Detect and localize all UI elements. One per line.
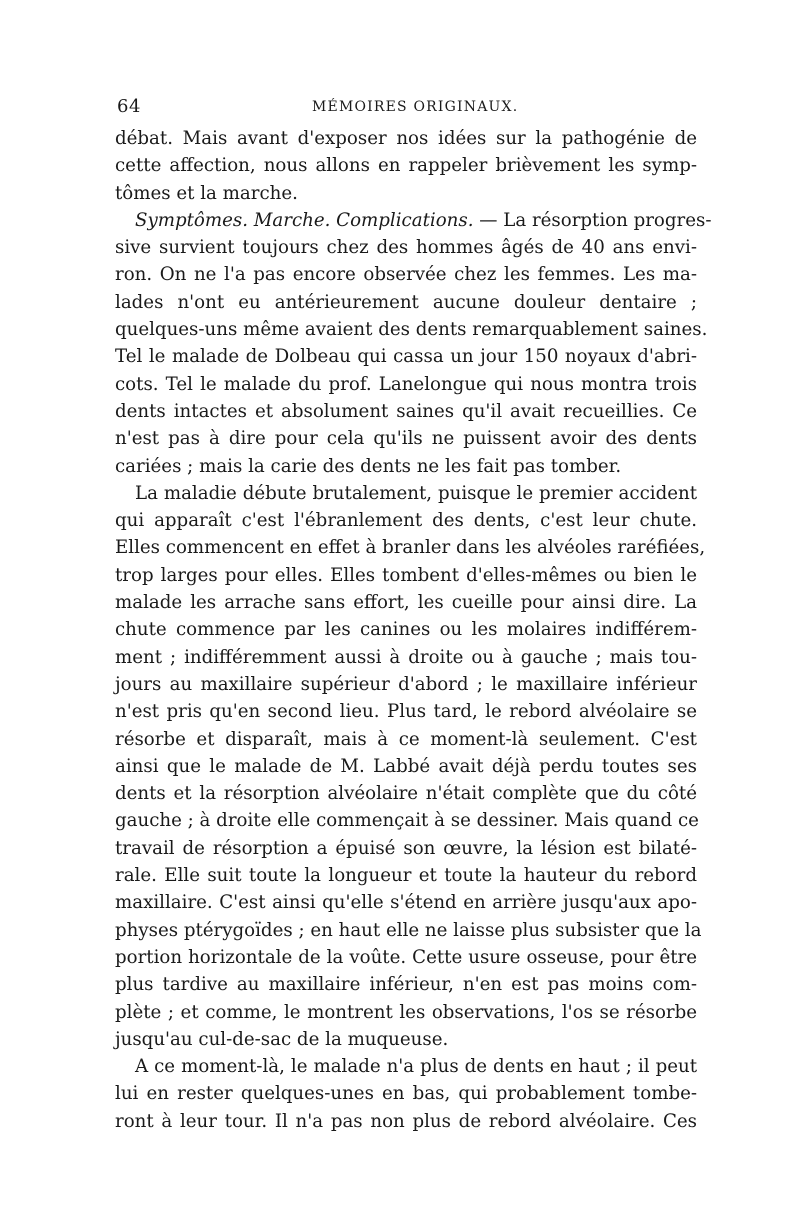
text-line: dents et la résorption alvéolaire n'était complète que du côté (115, 783, 697, 805)
text-line: physes ptérygoïdes ; en haut elle ne laisse plus subsister que la (115, 919, 702, 941)
body-text (115, 125, 712, 1135)
text-line: cette affection, nous allons en rappeler brièvement les symp- (115, 155, 697, 177)
text-line: gauche ; à droite elle commençait à se dessiner. Mais quand ce (115, 810, 699, 832)
text-line: ainsi que le malade de M. Labbé avait déjà perdu toutes ses (115, 755, 697, 777)
text-line: portion horizontale de la voûte. Cette usure osseuse, pour être (115, 946, 697, 968)
text-line: qui apparaît c'est l'ébranlement des dents, c'est leur chute. (115, 510, 697, 532)
text-line: rale. Elle suit toute la longueur et toute la hauteur du rebord (115, 865, 697, 887)
text-line: La maladie débute brutalement, puisque le premier accident (135, 482, 697, 504)
text-line: jusqu'au cul-de-sac de la muqueuse. (115, 1028, 449, 1050)
text-line: Tel le malade de Dolbeau qui cassa un jour 150 noyaux d'abri- (115, 346, 697, 368)
text-line: lades n'ont eu antérieurement aucune douleur dentaire ; (115, 291, 697, 313)
text-line: A ce moment-là, le malade n'a plus de dents en haut ; il peut (135, 1056, 697, 1078)
text-line: dents intactes et absolument saines qu'il avait recueillies. Ce (115, 400, 697, 422)
text-line: Elles commencent en effet à branler dans les alvéoles raréfiées, (115, 537, 706, 559)
text-line: lui en rester quelques-unes en bas, qui probablement tombe- (115, 1083, 697, 1105)
running-title: MÉMOIRES ORIGINAUX. (312, 99, 519, 115)
text-line: ment ; indifféremment aussi à droite ou à gauche ; mais tou- (115, 646, 697, 668)
text-line: débat. Mais avant d'exposer nos idées sur la pathogénie de (115, 128, 697, 149)
text-line: sive survient toujours chez des hommes âgés de 40 ans envi- (115, 237, 697, 259)
running-head (117, 96, 697, 122)
text-line: maxillaire. C'est ainsi qu'elle s'étend en arrière jusqu'aux apo- (115, 892, 697, 914)
text-span: — La résorption progres- (473, 209, 712, 231)
text-line: cots. Tel le malade du prof. Lanelongue qui nous montra trois (115, 373, 697, 395)
text-line: n'est pris qu'en second lieu. Plus tard, le rebord alvéolaire se (115, 701, 697, 723)
section-heading: Symptômes. Marche. Complications. (135, 209, 474, 231)
text-line: jours au maxillaire supérieur d'abord ; le maxillaire inférieur (115, 673, 697, 695)
text-line: chute commence par les canines ou les molaires indifférem- (115, 619, 697, 641)
text-line: n'est pas à dire pour cela qu'ils ne puissent avoir des dents (115, 428, 697, 450)
text-line: plète ; et comme, le montrent les observations, l'os se résorbe (115, 1001, 697, 1023)
text-line: travail de résorption a épuisé son œuvre, la lésion est bilaté- (115, 837, 697, 859)
page-number: 64 (117, 96, 141, 117)
text-line: cariées ; mais la carie des dents ne les fait pas tomber. (115, 455, 622, 477)
text-line: malade les arrache sans effort, les cueille pour ainsi dire. La (115, 592, 697, 614)
text-line: ron. On ne l'a pas encore observée chez les femmes. Les ma- (115, 264, 697, 286)
text-line: quelques-uns même avaient des dents remarquablement saines. (115, 319, 708, 341)
text-line: ront à leur tour. Il n'a pas non plus de rebord alvéolaire. Ces (115, 1110, 697, 1132)
text-line: trop larges pour elles. Elles tombent d'elles-mêmes ou bien le (115, 564, 697, 586)
text-line (115, 207, 712, 234)
text-line: plus tardive au maxillaire inférieur, n'en est pas moins com- (115, 974, 697, 996)
text-line: tômes et la marche. (115, 182, 298, 204)
text-line: résorbe et disparaît, mais à ce moment-là seulement. C'est (115, 728, 697, 750)
